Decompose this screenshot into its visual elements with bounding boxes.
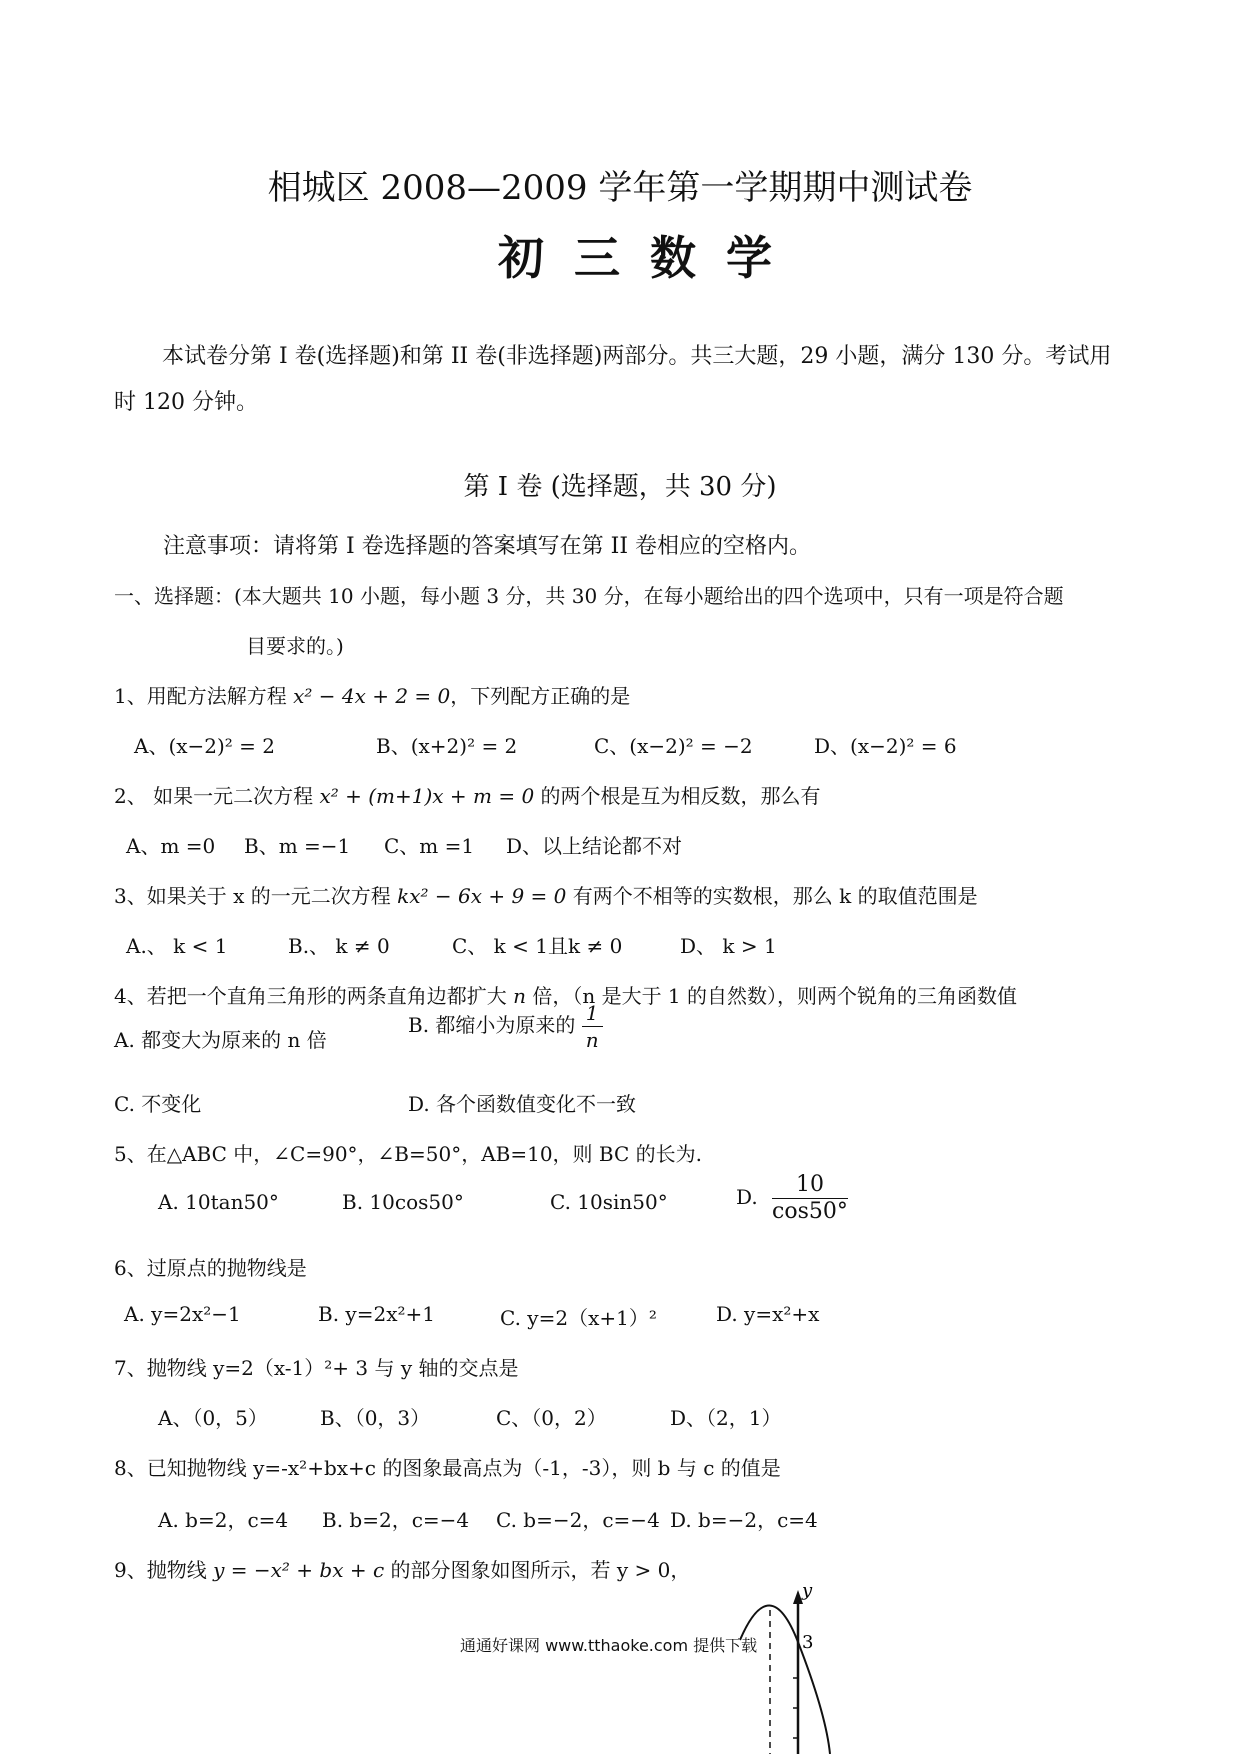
question-1	[114, 680, 630, 709]
exam-title: 相城区 2008—2009 学年第一学期期中测试卷	[267, 168, 973, 208]
stem-text: 4、若把一个直角三角形的两条直角边都扩大	[114, 984, 514, 1008]
q3-option-d: D、 k > 1	[680, 934, 777, 958]
fraction-ten-over-cos50	[772, 1172, 848, 1225]
q8-option-b: B. b=2，c=−4	[322, 1508, 470, 1532]
question-2	[114, 780, 821, 809]
q7-option-c: C、（0，2）	[496, 1406, 607, 1430]
section-title: 第 I 卷 (选择题，共 30 分)	[463, 472, 777, 502]
q2-option-c: C、m =1	[384, 834, 475, 858]
option-text: D.	[736, 1185, 758, 1209]
subject-title: 初三数学	[498, 231, 802, 285]
q6-option-b: B. y=2x²+1	[318, 1302, 435, 1326]
q2-option-b: B、m =−1	[244, 834, 351, 858]
option-text: B. 都缩小为原来的	[408, 1013, 576, 1037]
question-6: 6、过原点的抛物线是	[114, 1256, 307, 1280]
footer-text: 通通好课网 www.tthaoke.com 提供下载	[460, 1636, 758, 1655]
q5-option-d	[736, 1172, 848, 1225]
q8-option-d: D. b=−2，c=4	[670, 1508, 818, 1532]
q1-option-c: C、(x−2)² = −2	[594, 734, 753, 758]
q3-option-a: A.、 k < 1	[126, 934, 228, 958]
stem-equation: x² + (m+1)x + m = 0	[319, 784, 535, 808]
notice-text: 注意事项：请将第 I 卷选择题的答案填写在第 II 卷相应的空格内。	[163, 534, 812, 559]
part1-heading: 一、选择题：(本大题共 10 小题，每小题 3 分，共 30 分，在每小题给出的四个选项中，只有一项是符合题	[114, 584, 1064, 608]
question-7: 7、抛物线 y=2（x-1）²+ 3 与 y 轴的交点是	[114, 1356, 519, 1380]
q6-option-c: C. y=2（x+1）²	[500, 1306, 657, 1330]
stem-text: 的部分图象如图所示，若 y > 0，	[384, 1558, 691, 1582]
q2-option-a: A、m =0	[126, 834, 216, 858]
stem-variable: n	[513, 984, 526, 1008]
stem-text: 2、 如果一元二次方程	[114, 784, 320, 808]
question-9	[114, 1554, 690, 1583]
question-5: 5、在△ABC 中，∠C=90°，∠B=50°，AB=10，则 BC 的长为.	[114, 1142, 702, 1166]
stem-text: 1、用配方法解方程	[114, 684, 294, 708]
tick-label-3: 3	[802, 1632, 814, 1653]
q8-option-a: A. b=2，c=4	[158, 1508, 289, 1532]
stem-text: ，下列配方正确的是	[450, 684, 631, 708]
q8-option-c: C. b=−2，c=−4	[496, 1508, 660, 1532]
q4-option-d: D. 各个函数值变化不一致	[408, 1092, 637, 1116]
fraction-numerator: 1	[582, 1000, 603, 1027]
q4-option-c: C. 不变化	[114, 1092, 202, 1116]
q7-option-b: B、（0，3）	[320, 1406, 431, 1430]
fraction-denominator: n	[585, 1028, 599, 1052]
fraction-denominator: cos50°	[772, 1199, 848, 1224]
intro-paragraph: 本试卷分第 I 卷(选择题)和第 II 卷(非选择题)两部分。共三大题，29 小题，满分 130 分。考试用时 120 分钟。	[114, 344, 1112, 415]
parabola-curve	[740, 1605, 830, 1754]
stem-text: 9、抛物线	[114, 1558, 214, 1582]
q6-option-d: D. y=x²+x	[716, 1302, 820, 1326]
q6-option-a: A. y=2x²−1	[124, 1302, 241, 1326]
stem-equation: y = −x² + bx + c	[213, 1558, 385, 1582]
question-8: 8、已知抛物线 y=-x²+bx+c 的图象最高点为（-1，-3），则 b 与 c 的值是	[114, 1456, 781, 1480]
q7-option-d: D、（2，1）	[670, 1406, 782, 1430]
part1-heading-cont: 目要求的。)	[246, 634, 344, 658]
q1-option-b: B、(x+2)² = 2	[376, 734, 518, 758]
question-3	[114, 880, 978, 909]
parabola-figure	[740, 1580, 860, 1754]
q2-option-d: D、以上结论都不对	[506, 834, 683, 858]
q5-option-c: C. 10sin50°	[550, 1190, 668, 1214]
stem-equation: x² − 4x + 2 = 0	[293, 684, 451, 708]
q3-option-c: C、 k < 1且k ≠ 0	[452, 934, 623, 958]
fraction-one-over-n	[582, 1000, 603, 1053]
stem-text: 倍，（n 是大于 1 的自然数），则两个锐角的三角函数值	[525, 984, 1018, 1008]
stem-text: 有两个不相等的实数根，那么 k 的取值范围是	[566, 884, 978, 908]
stem-text: 的两个根是互为相反数，那么有	[534, 784, 821, 808]
q4-option-a: A. 都变大为原来的 n 倍	[114, 1028, 327, 1052]
q3-option-b: B.、 k ≠ 0	[288, 934, 390, 958]
q5-option-a: A. 10tan50°	[158, 1190, 279, 1214]
q4-option-b	[408, 1000, 603, 1053]
fraction-numerator: 10	[772, 1172, 848, 1199]
q1-option-d: D、(x−2)² = 6	[814, 734, 957, 758]
stem-text: 3、如果关于 x 的一元二次方程	[114, 884, 398, 908]
q1-option-a: A、(x−2)² = 2	[134, 734, 276, 758]
q7-option-a: A、（0，5）	[158, 1406, 268, 1430]
stem-equation: kx² − 6x + 9 = 0	[397, 884, 567, 908]
y-axis-label: y	[802, 1580, 813, 1601]
q5-option-b: B. 10cos50°	[342, 1190, 464, 1214]
